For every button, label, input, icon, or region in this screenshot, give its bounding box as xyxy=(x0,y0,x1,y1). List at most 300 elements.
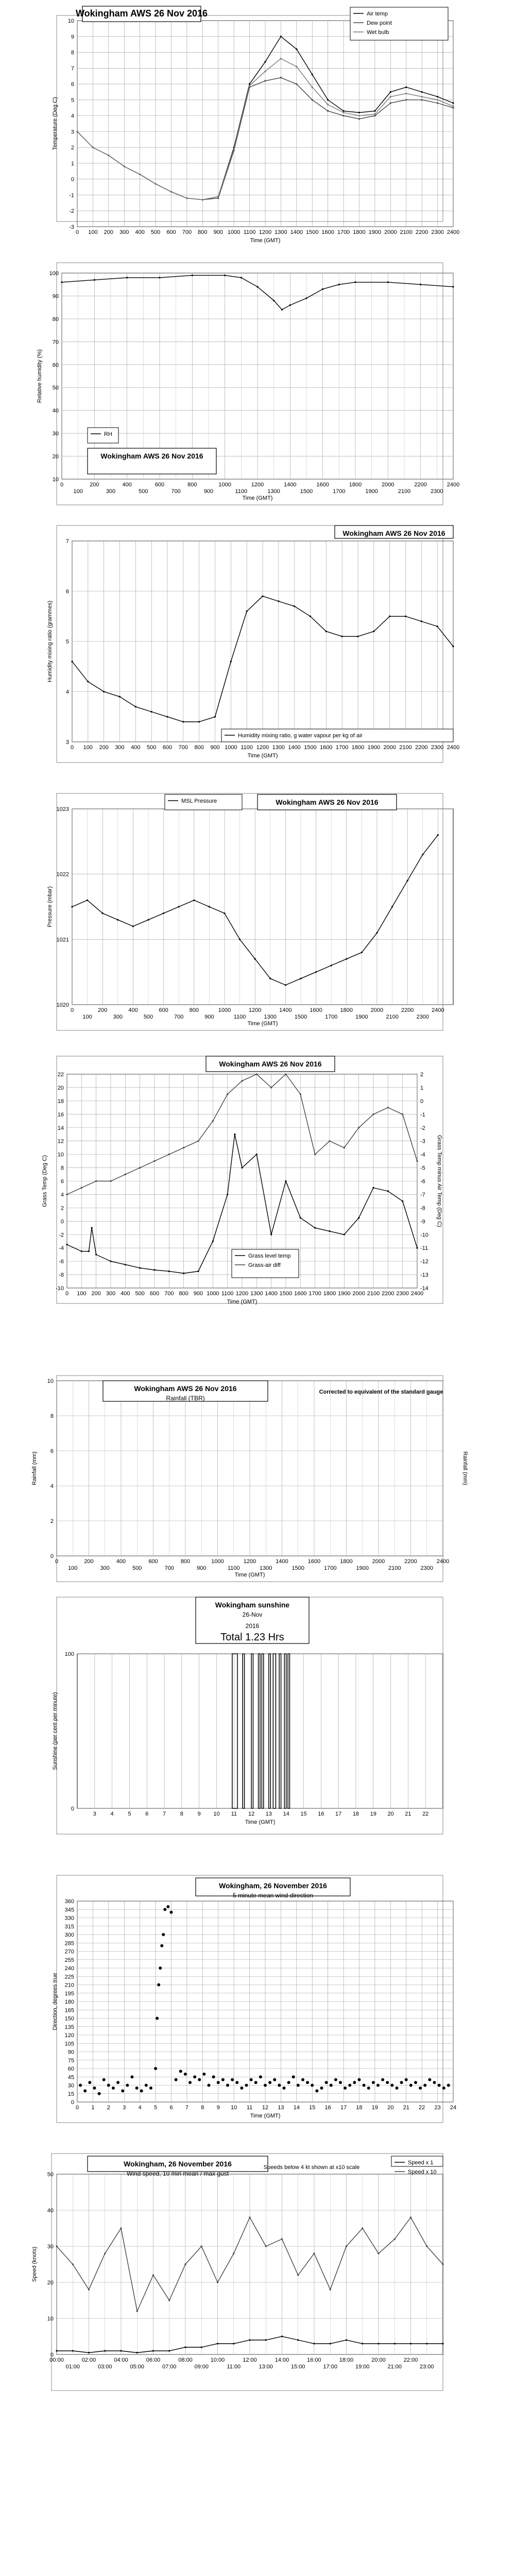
data-point xyxy=(217,2081,220,2084)
x-tick-label: 600 xyxy=(149,1291,160,1297)
x-tick-label: 2300 xyxy=(431,488,443,495)
x-tick-label: 17 xyxy=(335,1811,342,1817)
data-point xyxy=(264,2084,267,2087)
y-tick-label: 2 xyxy=(60,1205,64,1212)
legend-label: Wet bulb xyxy=(367,29,389,36)
data-point xyxy=(433,2081,436,2084)
x-tick-label: 14 xyxy=(293,2105,300,2111)
data-point xyxy=(296,83,297,84)
x-tick-label: 1500 xyxy=(300,488,313,495)
data-point xyxy=(147,919,149,921)
y-tick-label: 50 xyxy=(52,385,59,392)
y2-tick-label: -9 xyxy=(420,1218,425,1225)
data-point xyxy=(139,1267,141,1268)
y-tick-label: 7 xyxy=(65,538,69,545)
data-point xyxy=(201,2346,202,2348)
x-tick-label: 00:00 xyxy=(49,2357,64,2363)
data-point xyxy=(156,2017,159,2020)
y2-axis-label: Rainfall (mm) xyxy=(462,1451,468,1485)
data-point xyxy=(346,2245,347,2247)
data-point xyxy=(162,1933,165,1936)
data-point xyxy=(186,197,187,199)
data-point xyxy=(362,2227,363,2229)
y-tick-label: 1 xyxy=(71,160,74,167)
chart-title: Wokingham AWS 26 Nov 2016 xyxy=(100,452,203,460)
x-tick-label: 700 xyxy=(182,229,192,235)
x-tick-label: 21 xyxy=(405,1811,411,1817)
x-tick-label: 400 xyxy=(116,1558,126,1565)
y-tick-label: 0 xyxy=(50,2352,54,2358)
x-tick-label: 23 xyxy=(434,2105,441,2111)
legend-label: Air temp xyxy=(367,11,388,17)
x-tick-label: 8 xyxy=(180,1811,183,1817)
data-point xyxy=(273,300,274,301)
data-point xyxy=(168,2299,170,2301)
data-point xyxy=(419,2087,422,2090)
data-point xyxy=(88,2289,90,2290)
y-tick-label: 285 xyxy=(64,1940,74,1947)
x-tick-label: 2400 xyxy=(447,482,460,488)
data-point xyxy=(227,1194,228,1195)
x-tick-label: 1900 xyxy=(367,744,381,751)
data-point xyxy=(294,605,295,607)
x-tick-label: 2400 xyxy=(410,1291,424,1297)
x-tick-label: 1800 xyxy=(351,744,365,751)
data-point xyxy=(312,74,313,75)
y2-tick-label: -11 xyxy=(420,1245,428,1252)
x-tick-label: 15 xyxy=(309,2105,316,2111)
data-point xyxy=(281,2335,283,2337)
data-point xyxy=(437,102,438,104)
data-point xyxy=(447,2084,450,2087)
data-point xyxy=(163,912,164,914)
x-tick-label: 0 xyxy=(65,1291,69,1297)
data-point xyxy=(285,984,286,986)
data-point xyxy=(402,1113,403,1115)
data-point xyxy=(76,131,78,132)
x-tick-label: 2100 xyxy=(400,229,413,235)
x-tick-label: 08:00 xyxy=(178,2357,193,2363)
data-point xyxy=(376,2084,380,2087)
x-tick-label: 1900 xyxy=(365,488,378,495)
data-point xyxy=(72,2263,74,2265)
y-tick-label: 0 xyxy=(60,1218,64,1225)
data-point xyxy=(231,2078,234,2081)
data-point xyxy=(426,2245,427,2247)
x-tick-label: 20 xyxy=(387,2105,394,2111)
data-point xyxy=(104,2350,106,2351)
y-tick-label: 360 xyxy=(64,1899,74,1905)
data-point xyxy=(301,2078,304,2081)
x-tick-label: 300 xyxy=(113,1014,123,1020)
data-point xyxy=(280,77,282,78)
data-point xyxy=(81,1250,82,1252)
data-point xyxy=(278,600,279,602)
data-point xyxy=(256,286,258,287)
x-tick-label: 2400 xyxy=(447,744,460,751)
y-tick-label: 15 xyxy=(67,2091,74,2097)
data-point xyxy=(87,681,89,682)
data-point xyxy=(88,1250,90,1252)
data-point xyxy=(386,2081,389,2084)
x-tick-label: 6 xyxy=(169,2105,173,2111)
data-point xyxy=(104,2252,106,2254)
data-point xyxy=(201,2245,202,2247)
y-tick-label: 4 xyxy=(50,1483,54,1489)
data-point xyxy=(264,61,266,62)
x-tick-label: 1200 xyxy=(256,744,269,751)
y-tick-label: 1020 xyxy=(56,1002,69,1008)
x-tick-label: 02:00 xyxy=(81,2357,96,2363)
y-tick-label: 255 xyxy=(64,1957,74,1963)
data-point xyxy=(405,2078,408,2081)
data-point xyxy=(87,900,88,901)
data-point xyxy=(270,1234,272,1235)
data-point xyxy=(341,636,343,637)
chart-frame xyxy=(57,526,443,762)
y-tick-label: 20 xyxy=(57,1084,64,1091)
x-tick-label: 16:00 xyxy=(307,2357,321,2363)
data-point xyxy=(329,1230,330,1232)
data-point xyxy=(226,2084,229,2087)
y-tick-label: -3 xyxy=(69,224,74,230)
x-tick-label: 1400 xyxy=(290,229,303,235)
data-point xyxy=(241,277,242,278)
data-point xyxy=(98,2092,101,2095)
x-tick-label: 400 xyxy=(128,1007,138,1013)
x-tick-label: 2400 xyxy=(432,1007,444,1013)
x-tick-label: 13 xyxy=(278,2105,284,2111)
chart-title: Wokingham, 26 November 2016 xyxy=(124,2160,232,2168)
y-tick-label: 10 xyxy=(47,1378,54,1384)
data-point xyxy=(421,96,423,97)
data-point xyxy=(259,2075,262,2078)
chart-frame xyxy=(57,793,443,1030)
data-point xyxy=(283,2087,286,2090)
x-tick-label: 1900 xyxy=(355,1014,368,1020)
y-tick-label: 4 xyxy=(65,689,69,696)
x-tick-label: 2100 xyxy=(388,1565,401,1571)
y-tick-label: 135 xyxy=(64,2024,74,2030)
data-point xyxy=(405,99,407,100)
data-point xyxy=(208,2084,211,2087)
data-point xyxy=(120,2350,122,2351)
x-tick-label: 15 xyxy=(300,1811,307,1817)
data-point xyxy=(296,48,297,50)
y-tick-label: 70 xyxy=(52,339,59,346)
legend-box xyxy=(350,7,448,40)
y-tick-label: 80 xyxy=(52,316,59,323)
x-tick-label: 1100 xyxy=(243,229,256,235)
data-point xyxy=(202,199,203,200)
data-point xyxy=(234,1133,235,1135)
data-point xyxy=(437,625,438,627)
data-point xyxy=(300,978,301,979)
x-tick-label: 2300 xyxy=(416,1014,430,1020)
data-point xyxy=(188,2081,192,2084)
data-point xyxy=(168,1270,170,1272)
data-point xyxy=(428,2078,431,2081)
data-point xyxy=(159,277,160,278)
x-tick-label: 800 xyxy=(189,1007,199,1013)
x-tick-label: 600 xyxy=(159,1007,168,1013)
data-point xyxy=(160,1944,163,1947)
data-point xyxy=(405,93,407,94)
y-axis-label: Relative humidity (%) xyxy=(37,349,43,403)
x-tick-label: 1700 xyxy=(324,1565,337,1571)
data-point xyxy=(265,2245,267,2247)
x-tick-label: 400 xyxy=(122,482,132,488)
data-point xyxy=(170,191,172,193)
y2-tick-label: 2 xyxy=(420,1072,424,1078)
x-tick-label: 07:00 xyxy=(162,2364,177,2370)
data-point xyxy=(311,2084,314,2087)
y-tick-label: 30 xyxy=(67,2082,74,2089)
x-tick-label: 3 xyxy=(123,2105,126,2111)
x-tick-label: 900 xyxy=(210,744,220,751)
y-axis-label: Humidity mixing ratio (grammes) xyxy=(47,600,53,683)
data-point xyxy=(390,102,391,104)
data-point xyxy=(421,620,422,622)
y-tick-label: 270 xyxy=(64,1948,74,1955)
legend-label: Humidity mixing ratio, g water vapour per kg of air xyxy=(238,733,363,739)
legend-box xyxy=(88,428,118,443)
y-tick-label: 100 xyxy=(49,270,59,277)
y-tick-label: 3 xyxy=(65,739,69,745)
data-point xyxy=(421,99,423,100)
legend-label: MSL Pressure xyxy=(181,798,217,804)
data-point xyxy=(437,96,438,97)
data-point xyxy=(327,104,329,105)
x-tick-label: 2 xyxy=(107,2105,110,2111)
y-tick-label: 4 xyxy=(71,113,74,120)
data-point xyxy=(269,978,271,979)
data-point xyxy=(249,2339,250,2341)
x-tick-label: 100 xyxy=(68,1565,78,1571)
chart-note: Speeds below 4 kt shown at x10 scale xyxy=(263,2164,360,2171)
data-point xyxy=(315,971,317,973)
x-tick-label: 4 xyxy=(110,1811,114,1817)
x-tick-label: 2300 xyxy=(431,744,444,751)
data-point xyxy=(193,900,195,901)
x-tick-label: 100 xyxy=(82,1014,92,1020)
legend-label: Grass-air diff xyxy=(248,1262,281,1268)
chart-subtitle: 26-Nov xyxy=(242,1611,263,1618)
x-tick-label: 100 xyxy=(83,744,93,751)
x-tick-label: 19:00 xyxy=(355,2364,370,2370)
chart-title: Wokingham AWS 26 Nov 2016 xyxy=(276,798,379,806)
data-point xyxy=(437,99,438,100)
data-point xyxy=(280,36,282,37)
data-point xyxy=(374,113,375,115)
data-point xyxy=(389,616,390,617)
y-tick-label: 20 xyxy=(52,453,59,460)
data-point xyxy=(154,183,156,184)
y-tick-label: 165 xyxy=(64,2007,74,2014)
y-tick-label: 210 xyxy=(64,1982,74,1989)
y-tick-label: 0 xyxy=(71,1806,74,1812)
data-point xyxy=(136,2352,138,2353)
data-point xyxy=(297,2084,300,2087)
x-axis-label: Time (GMT) xyxy=(245,1819,276,1825)
data-point xyxy=(325,2081,328,2084)
data-point xyxy=(183,1273,184,1274)
x-tick-label: 0 xyxy=(70,1007,74,1013)
x-tick-label: 1200 xyxy=(259,229,272,235)
data-point xyxy=(452,646,454,647)
data-point xyxy=(281,309,283,311)
y-tick-label: 45 xyxy=(67,2074,74,2081)
data-point xyxy=(426,2343,427,2344)
y-tick-label: 10 xyxy=(67,18,74,24)
data-point xyxy=(377,2252,379,2254)
x-tick-label: 2000 xyxy=(382,482,394,488)
data-point xyxy=(91,1227,93,1229)
x-tick-label: 2000 xyxy=(383,744,396,751)
y-tick-label: 14 xyxy=(57,1125,64,1131)
x-tick-label: 500 xyxy=(143,1014,153,1020)
y-tick-label: -1 xyxy=(69,192,74,199)
y-tick-label: 1023 xyxy=(56,806,69,812)
x-axis-label: Time (GMT) xyxy=(242,495,273,501)
data-point xyxy=(179,2070,182,2073)
chart-year: 2016 xyxy=(245,1622,260,1630)
data-point xyxy=(139,174,141,175)
data-point xyxy=(268,2081,271,2084)
data-point xyxy=(193,2075,196,2078)
data-point xyxy=(306,2081,309,2084)
data-point xyxy=(342,112,344,113)
data-point xyxy=(390,96,391,97)
data-point xyxy=(198,2078,201,2081)
data-point xyxy=(93,2087,96,2090)
data-point xyxy=(209,906,210,907)
x-tick-label: 19 xyxy=(370,1811,376,1817)
x-tick-label: 18:00 xyxy=(339,2357,354,2363)
x-axis-label: Time (GMT) xyxy=(247,753,278,759)
chart-frame xyxy=(52,2154,443,2391)
y-tick-label: 12 xyxy=(57,1138,64,1145)
data-point xyxy=(320,2087,323,2090)
data-point xyxy=(71,906,73,907)
data-point xyxy=(154,2067,157,2070)
x-tick-label: 13:00 xyxy=(259,2364,273,2370)
chart-title: Wokingham AWS 26 Nov 2016 xyxy=(75,8,208,19)
x-tick-label: 800 xyxy=(194,744,204,751)
data-point xyxy=(233,2343,234,2344)
y-tick-label: 315 xyxy=(64,1923,74,1930)
y-tick-label: 7 xyxy=(71,65,74,72)
data-point xyxy=(224,912,225,914)
data-point xyxy=(346,958,347,960)
x-tick-label: 1000 xyxy=(218,1007,231,1013)
data-point xyxy=(184,2346,186,2348)
y-tick-label: 2 xyxy=(71,145,74,151)
y-tick-label: 40 xyxy=(52,408,59,414)
x-tick-label: 10 xyxy=(231,2105,237,2111)
data-point xyxy=(344,2087,347,2090)
data-point xyxy=(372,2081,375,2084)
wind-direction-chart-panel xyxy=(0,1870,515,2128)
legend-label: Grass level temp xyxy=(248,1253,291,1259)
data-point xyxy=(166,1905,169,1908)
y-axis-label: Sunshine (per cent per minute) xyxy=(52,1692,58,1770)
y-tick-label: 5 xyxy=(65,639,69,645)
x-tick-label: 1600 xyxy=(321,229,334,235)
x-tick-label: 6 xyxy=(145,1811,149,1817)
data-point xyxy=(407,880,408,882)
y-axis-label: Rainfall (mm) xyxy=(31,1451,38,1485)
data-point xyxy=(139,1167,141,1168)
y-tick-label: 0 xyxy=(50,1553,54,1560)
data-point xyxy=(410,2216,411,2218)
x-tick-label: 0 xyxy=(70,744,74,751)
data-point xyxy=(71,660,73,662)
data-point xyxy=(110,1180,111,1182)
data-point xyxy=(61,281,62,283)
x-axis-label: Time (GMT) xyxy=(247,1021,278,1027)
x-axis-label: Time (GMT) xyxy=(234,1572,265,1578)
data-point xyxy=(315,2089,318,2092)
data-point xyxy=(421,91,423,93)
x-tick-label: 1100 xyxy=(233,1014,246,1020)
x-tick-label: 18 xyxy=(356,2105,363,2111)
data-point xyxy=(410,2343,411,2344)
x-tick-label: 700 xyxy=(164,1565,174,1571)
data-point xyxy=(145,2084,148,2087)
data-point xyxy=(387,1190,389,1192)
data-point xyxy=(367,2087,370,2090)
data-point xyxy=(381,2078,384,2081)
x-tick-label: 1400 xyxy=(276,1558,288,1565)
chart-subtitle: Rainfall (TBR) xyxy=(166,1395,205,1402)
data-point xyxy=(250,2078,253,2081)
data-point xyxy=(338,284,340,285)
x-tick-label: 22 xyxy=(422,1811,429,1817)
data-point xyxy=(452,107,454,109)
data-point xyxy=(152,2274,154,2276)
data-point xyxy=(452,102,454,104)
x-tick-label: 700 xyxy=(174,1014,184,1020)
y-tick-label: 8 xyxy=(50,1413,54,1419)
data-point xyxy=(312,87,313,88)
data-point xyxy=(312,99,313,100)
x-tick-label: 03:00 xyxy=(97,2364,112,2370)
data-point xyxy=(325,631,327,632)
data-point xyxy=(402,1200,403,1202)
x-tick-label: 20:00 xyxy=(371,2357,386,2363)
x-tick-label: 2100 xyxy=(386,1014,399,1020)
y-tick-label: 5 xyxy=(71,97,74,104)
x-tick-label: 1000 xyxy=(207,1291,219,1297)
chart-frame xyxy=(57,1875,443,2123)
data-point xyxy=(166,716,168,718)
data-point xyxy=(233,2252,234,2254)
data-point xyxy=(88,2352,90,2353)
x-tick-label: 0 xyxy=(55,1558,59,1565)
x-tick-label: 2000 xyxy=(384,229,397,235)
data-point xyxy=(102,912,104,914)
y-tick-label: 2 xyxy=(50,1518,54,1524)
data-point xyxy=(136,2310,138,2312)
y-tick-label: 0 xyxy=(71,176,74,183)
x-tick-label: 1100 xyxy=(227,1565,240,1571)
x-tick-label: 500 xyxy=(146,744,157,751)
y2-tick-label: -12 xyxy=(420,1259,428,1265)
x-tick-label: 2000 xyxy=(370,1007,384,1013)
x-tick-label: 2400 xyxy=(447,229,460,235)
data-point xyxy=(81,1187,82,1189)
